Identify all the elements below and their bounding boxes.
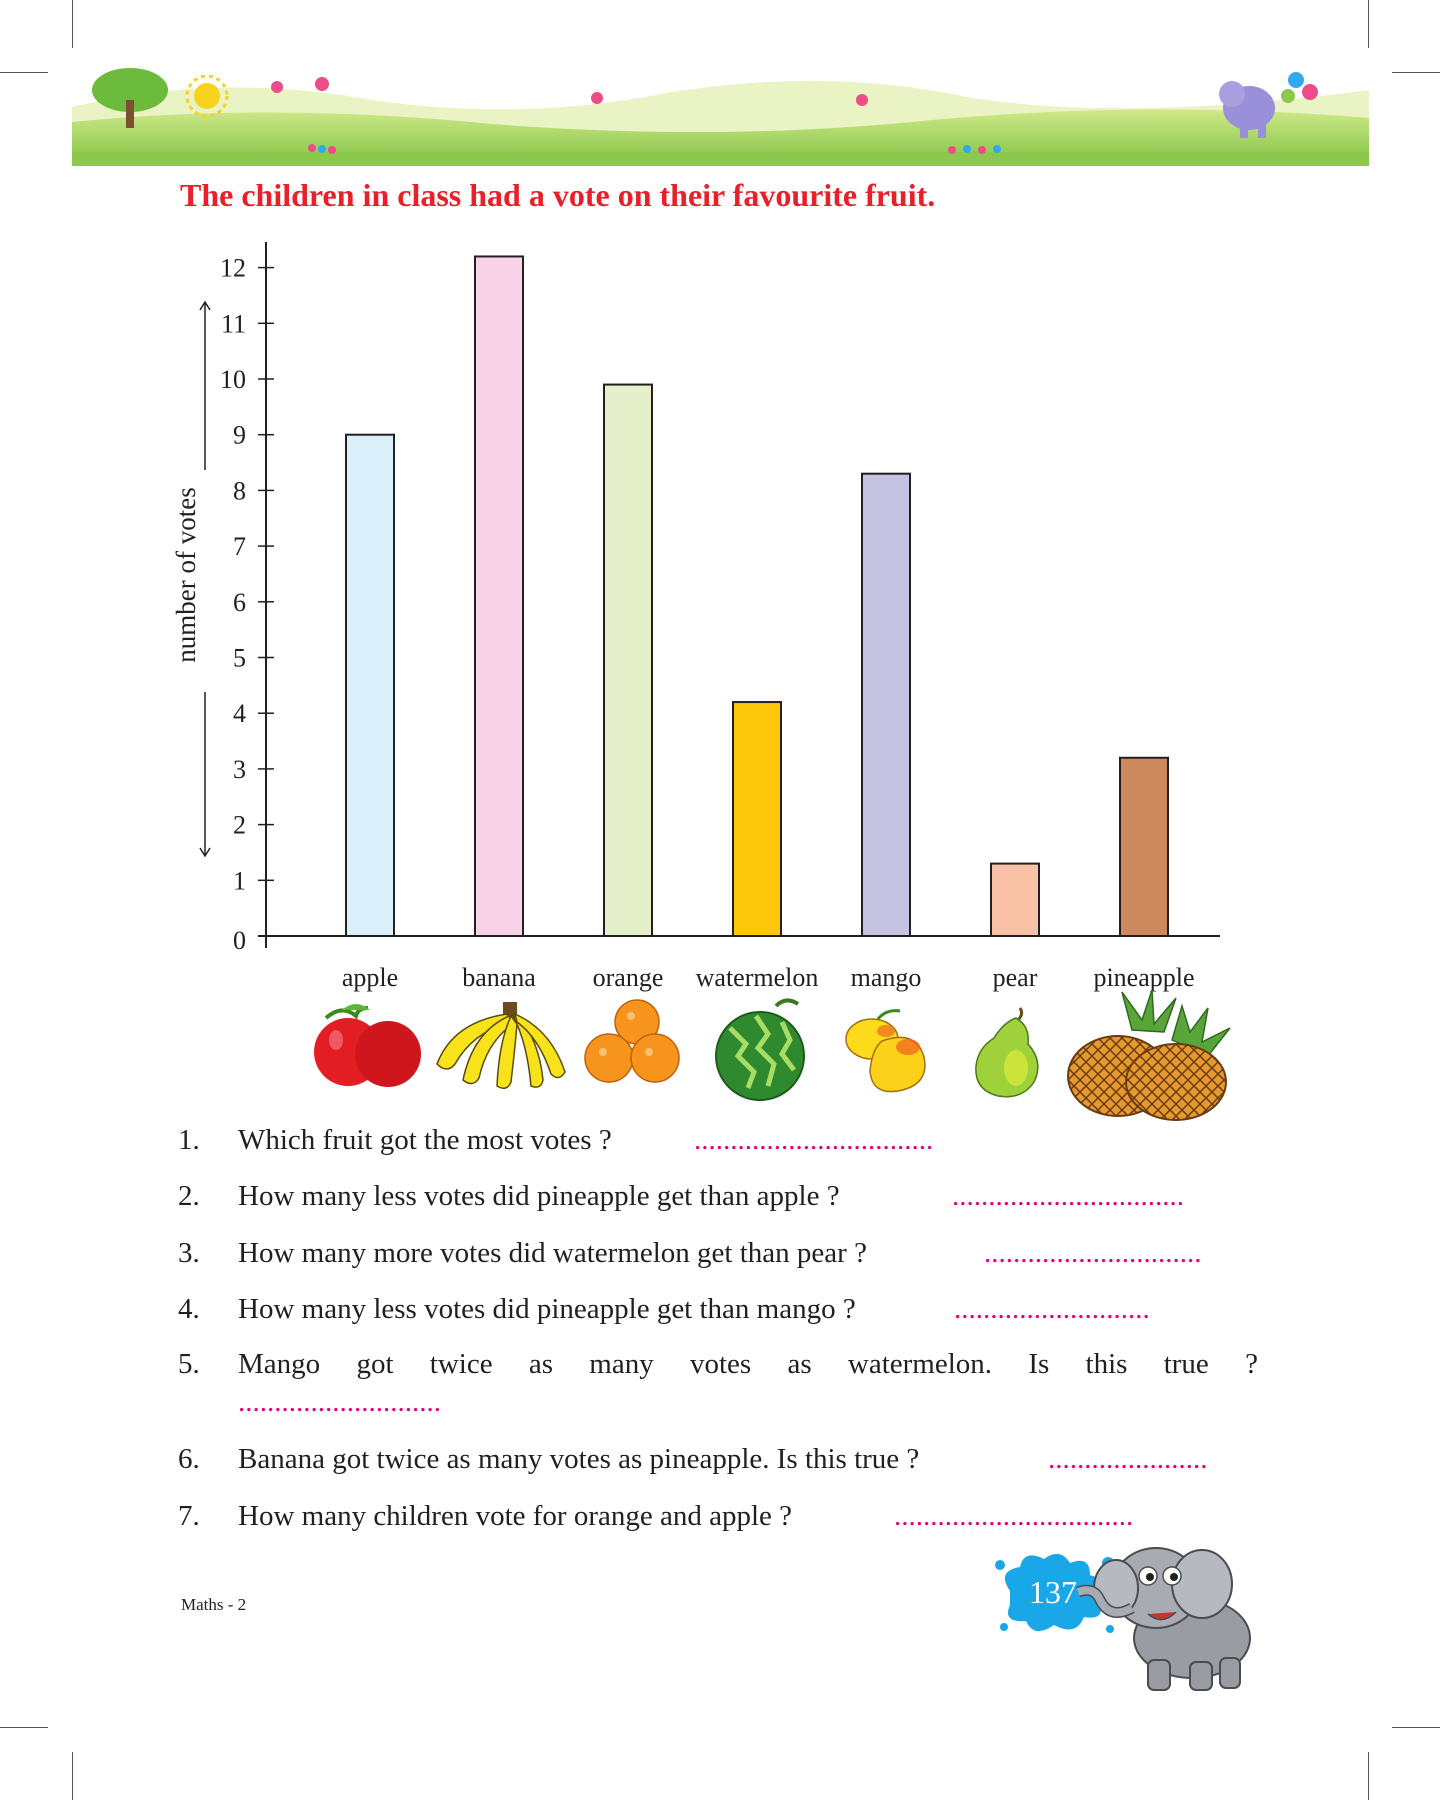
- question-text: How many less votes did pineapple get than apple ?: [238, 1180, 840, 1212]
- x-tick-label: banana: [462, 963, 536, 992]
- question-number: 3.: [178, 1237, 200, 1269]
- bar-pear: [991, 864, 1039, 936]
- balloon-icon: [1281, 72, 1318, 103]
- question-number: 1.: [178, 1124, 200, 1156]
- answer-blank-2[interactable]: ................................: [952, 1180, 1184, 1212]
- question-7: [178, 1500, 793, 1533]
- answer-blank-5[interactable]: ............................: [238, 1386, 441, 1418]
- question-word: Is: [1028, 1348, 1050, 1380]
- y-tick-label: 3: [233, 754, 246, 784]
- question-number: 6.: [178, 1443, 200, 1475]
- bar-apple: [346, 435, 394, 936]
- pineapple-icon: [1062, 990, 1242, 1122]
- question-number: 4.: [178, 1293, 200, 1325]
- bar-orange: [604, 385, 652, 936]
- y-tick-label: 11: [220, 309, 246, 339]
- mango-icon: [842, 1005, 930, 1095]
- x-tick-label: mango: [850, 963, 922, 992]
- question-word: Mango: [238, 1348, 321, 1380]
- apple-icon: [312, 1000, 430, 1092]
- question-text: How many more votes did watermelon get than pear ?: [238, 1237, 867, 1269]
- bar-watermelon: [733, 702, 781, 936]
- question-3: [178, 1237, 867, 1270]
- y-tick-label: 4: [233, 699, 246, 729]
- page-title: The children in class had a vote on their favourite fruit.: [180, 177, 936, 213]
- y-axis-arrow-icon: [198, 300, 212, 860]
- page-number: 137: [1029, 1574, 1077, 1610]
- question-5-number: 5.: [178, 1348, 200, 1380]
- question-word: votes: [689, 1348, 752, 1380]
- question-word: ?: [1245, 1348, 1258, 1380]
- pear-icon: [972, 1004, 1044, 1100]
- watermelon-icon: [710, 998, 822, 1102]
- y-tick-label: 1: [233, 866, 246, 896]
- question-5: [238, 1348, 1258, 1381]
- question-word: this: [1085, 1348, 1128, 1380]
- bar-pineapple: [1120, 758, 1168, 936]
- answer-blank-1[interactable]: .................................: [694, 1124, 934, 1156]
- x-tick-label: pineapple: [1093, 963, 1195, 992]
- orange-icon: [583, 998, 683, 1088]
- crop-mark: [1392, 1727, 1440, 1728]
- question-1: [178, 1124, 612, 1157]
- y-tick-label: 12: [220, 253, 246, 283]
- question-word: watermelon.: [847, 1348, 993, 1380]
- question-word: true: [1163, 1348, 1209, 1380]
- y-tick-label: 0: [233, 926, 246, 955]
- y-tick-label: 10: [220, 365, 246, 394]
- question-word: as: [787, 1348, 812, 1380]
- question-2: [178, 1180, 840, 1213]
- crop-mark: [72, 0, 73, 48]
- bar-banana: [475, 256, 523, 936]
- y-tick-label: 6: [233, 587, 246, 617]
- answer-blank-4[interactable]: ...........................: [954, 1293, 1150, 1325]
- y-axis-label: number of votes: [171, 487, 201, 663]
- answer-blank-3[interactable]: ..............................: [984, 1237, 1202, 1269]
- question-4: [178, 1293, 856, 1326]
- crop-mark: [1368, 1752, 1369, 1800]
- question-word: got: [356, 1348, 394, 1380]
- fruit-votes-bar-chart: [170, 230, 1250, 1000]
- meadow-banner-illustration: [72, 62, 1369, 166]
- question-word: as: [528, 1348, 554, 1380]
- y-tick-label: 7: [233, 532, 246, 562]
- x-tick-label: orange: [592, 963, 664, 992]
- question-word: many: [589, 1348, 654, 1380]
- elephant-icon: [1070, 1530, 1270, 1700]
- crop-mark: [72, 1752, 73, 1800]
- question-text: How many less votes did pineapple get than mango ?: [238, 1293, 856, 1325]
- crop-mark: [0, 1727, 48, 1728]
- question-word: twice: [429, 1348, 493, 1380]
- answer-blank-7[interactable]: .................................: [894, 1500, 1134, 1532]
- footer-book-title: Maths - 2: [181, 1595, 247, 1614]
- banana-icon: [433, 1002, 571, 1092]
- question-number: 2.: [178, 1180, 200, 1212]
- question-text: Banana got twice as many votes as pineapple. Is this true ?: [238, 1443, 920, 1475]
- crop-mark: [1368, 0, 1369, 48]
- x-tick-label: watermelon: [695, 963, 819, 992]
- question-text: Which fruit got the most votes ?: [238, 1124, 612, 1156]
- question-text: How many children vote for orange and apple ?: [238, 1500, 793, 1532]
- crop-mark: [1392, 72, 1440, 73]
- y-tick-label: 9: [233, 420, 246, 450]
- question-6: [178, 1443, 920, 1476]
- answer-blank-6[interactable]: ......................: [1048, 1443, 1208, 1475]
- x-tick-label: apple: [341, 963, 399, 992]
- question-number: 7.: [178, 1500, 200, 1532]
- crop-mark: [0, 72, 48, 73]
- y-tick-label: 5: [233, 643, 246, 673]
- y-tick-label: 2: [233, 810, 246, 840]
- y-tick-label: 8: [233, 476, 246, 506]
- bar-mango: [862, 474, 910, 936]
- x-tick-label: pear: [992, 963, 1038, 992]
